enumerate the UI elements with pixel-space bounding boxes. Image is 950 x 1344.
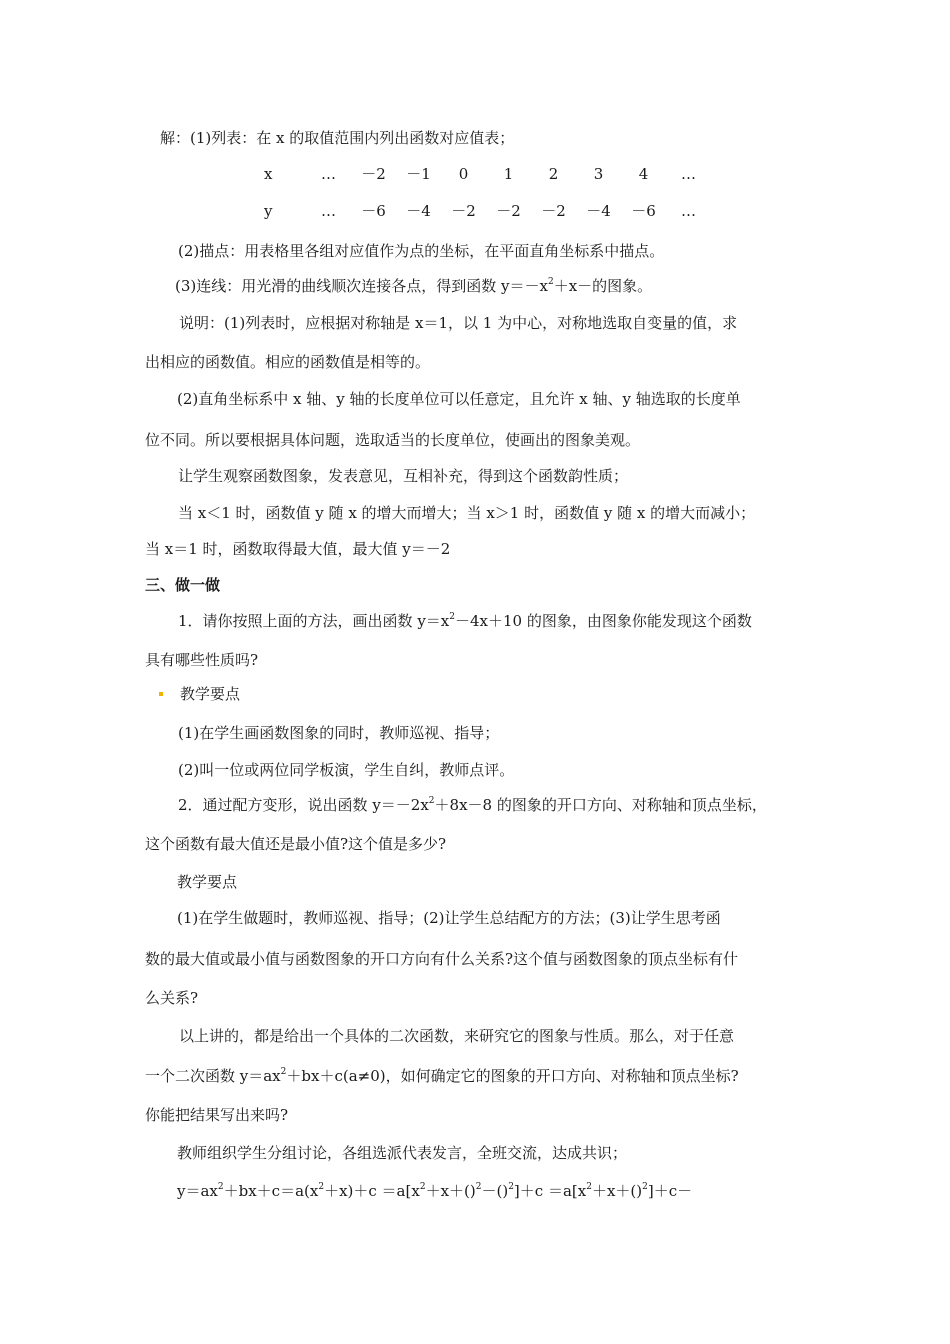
table-cell: －6 bbox=[631, 202, 656, 220]
discussion-text: 教师组织学生分组讨论，各组选派代表发言，全班交流，达成共识； bbox=[177, 1144, 628, 1162]
question2-line1 bbox=[178, 795, 767, 815]
text-run: (3)连线：用光滑的曲线顺次连接各点，得到函数 y＝－x bbox=[175, 277, 548, 295]
formula-line bbox=[177, 1181, 692, 1201]
section-heading: 三、做一做 bbox=[145, 576, 221, 594]
observe-text: 让学生观察函数图象，发表意见，互相补充，得到这个函数韵性质； bbox=[178, 467, 629, 485]
teaching-key-point2: (2)叫一位或两位同学板演，学生自纠，教师点评。 bbox=[178, 761, 515, 779]
text-run: ＋x－的图象。 bbox=[553, 277, 653, 295]
text-run: ]＋c ＝a[x bbox=[513, 1182, 587, 1200]
table-cell: 3 bbox=[593, 164, 604, 183]
superscript: 2 bbox=[217, 1182, 224, 1192]
teaching-key-heading: 教学要点 bbox=[180, 685, 241, 703]
teaching-key-line2: 数的最大值或最小值与函数图象的开口方向有什么关系?这个值与函数图象的顶点坐标有什 bbox=[145, 950, 739, 968]
text-run: ＋x)＋c ＝a[x bbox=[324, 1182, 420, 1200]
general-line3: 你能把结果写出来吗? bbox=[145, 1106, 289, 1124]
table-row-y bbox=[246, 192, 711, 229]
text-run: ＋bx＋c(a≠0)，如何确定它的图象的开口方向、对称轴和顶点坐标? bbox=[286, 1067, 739, 1085]
text-run: y＝ax bbox=[177, 1182, 218, 1200]
note1-line1: 说明：(1)列表时，应根据对称轴是 x＝1，以 1 为中心，对称地选取自变量的值，求 bbox=[179, 314, 738, 332]
text-run: －4x＋10 的图象，由图象你能发现这个函数 bbox=[454, 612, 752, 630]
table-row-x bbox=[246, 155, 711, 192]
step-connect bbox=[175, 276, 652, 296]
superscript: 2 bbox=[508, 1182, 514, 1192]
question2-line2: 这个函数有最大值还是最小值?这个值是多少? bbox=[145, 835, 447, 853]
table-cell: … bbox=[681, 164, 696, 183]
superscript: 2 bbox=[449, 612, 455, 622]
table-cell: －2 bbox=[361, 165, 386, 183]
table-cell: … bbox=[681, 201, 696, 220]
text-run: ]＋c－ bbox=[647, 1182, 693, 1200]
table-cell: y bbox=[264, 201, 273, 220]
teaching-key-point1: (1)在学生画函数图象的同时，教师巡视、指导； bbox=[178, 724, 500, 742]
text-run: ＋x＋() bbox=[591, 1182, 643, 1200]
superscript: 2 bbox=[318, 1182, 325, 1192]
question1-line2: 具有哪些性质吗? bbox=[145, 651, 259, 669]
property-line1: 当 x＜1 时，函数值 y 随 x 的增大而增大；当 x＞1 时，函数值 y 随 x 的增大而减小； bbox=[178, 504, 756, 522]
step-plot: (2)描点：用表格里各组对应值作为点的坐标，在平面直角坐标系中描点。 bbox=[178, 242, 665, 260]
teaching-key-line1: (1)在学生做题时，教师巡视、指导；(2)让学生总结配方的方法；(3)让学生思考函 bbox=[177, 909, 721, 927]
table-cell: －4 bbox=[586, 202, 611, 220]
teaching-key-line3: 么关系? bbox=[145, 989, 199, 1007]
table-cell: 4 bbox=[638, 164, 649, 183]
superscript: 2 bbox=[428, 796, 435, 806]
text-run: ＋8x－8 的图象的开口方向、对称轴和顶点坐标， bbox=[434, 796, 767, 814]
text-run: ＋bx＋c＝a(x bbox=[223, 1182, 319, 1200]
general-line2 bbox=[145, 1066, 739, 1086]
general-line1: 以上讲的，都是给出一个具体的二次函数，来研究它的图象与性质。那么，对于任意 bbox=[179, 1027, 735, 1045]
teaching-key-heading: 教学要点 bbox=[177, 873, 238, 891]
table-cell: －6 bbox=[361, 202, 386, 220]
table-cell: －4 bbox=[406, 202, 431, 220]
solution-intro: 解：(1)列表：在 x 的取值范围内列出函数对应值表； bbox=[160, 129, 515, 147]
table-cell: 1 bbox=[503, 164, 514, 183]
superscript: 2 bbox=[475, 1182, 482, 1192]
table-cell: x bbox=[264, 164, 273, 183]
text-run: ＋x＋() bbox=[425, 1182, 476, 1200]
table-cell: 0 bbox=[458, 164, 469, 183]
superscript: 2 bbox=[642, 1182, 648, 1192]
table-cell: －2 bbox=[496, 202, 521, 220]
table-cell: … bbox=[321, 164, 336, 183]
table-cell: －2 bbox=[451, 202, 476, 220]
superscript: 2 bbox=[280, 1067, 287, 1077]
table-cell: … bbox=[321, 201, 336, 220]
superscript: 2 bbox=[419, 1182, 426, 1192]
superscript: 2 bbox=[547, 277, 554, 287]
value-table bbox=[246, 155, 711, 229]
note2-line2: 位不同。所以要根据具体问题，选取适当的长度单位，使画出的图象美观。 bbox=[145, 431, 641, 449]
note1-line2: 出相应的函数值。相应的函数值是相等的。 bbox=[145, 353, 431, 371]
property-line2: 当 x＝1 时，函数取得最大值，最大值 y＝－2 bbox=[145, 540, 451, 558]
table-cell: －2 bbox=[541, 202, 566, 220]
table-cell: 2 bbox=[548, 164, 559, 183]
text-run: －() bbox=[481, 1182, 509, 1200]
text-run: 1．请你按照上面的方法，画出函数 y＝x bbox=[178, 612, 450, 630]
superscript: 2 bbox=[586, 1182, 592, 1192]
text-run: 一个二次函数 y＝ax bbox=[145, 1067, 281, 1085]
note2-line1: (2)直角坐标系中 x 轴、y 轴的长度单位可以任意定，且允许 x 轴、y 轴选取的长度单 bbox=[177, 390, 741, 408]
bullet-marker bbox=[159, 692, 163, 696]
question1-line1 bbox=[178, 611, 752, 631]
text-run: 2．通过配方变形，说出函数 y＝－2x bbox=[178, 796, 429, 814]
table-cell: －1 bbox=[406, 165, 431, 183]
